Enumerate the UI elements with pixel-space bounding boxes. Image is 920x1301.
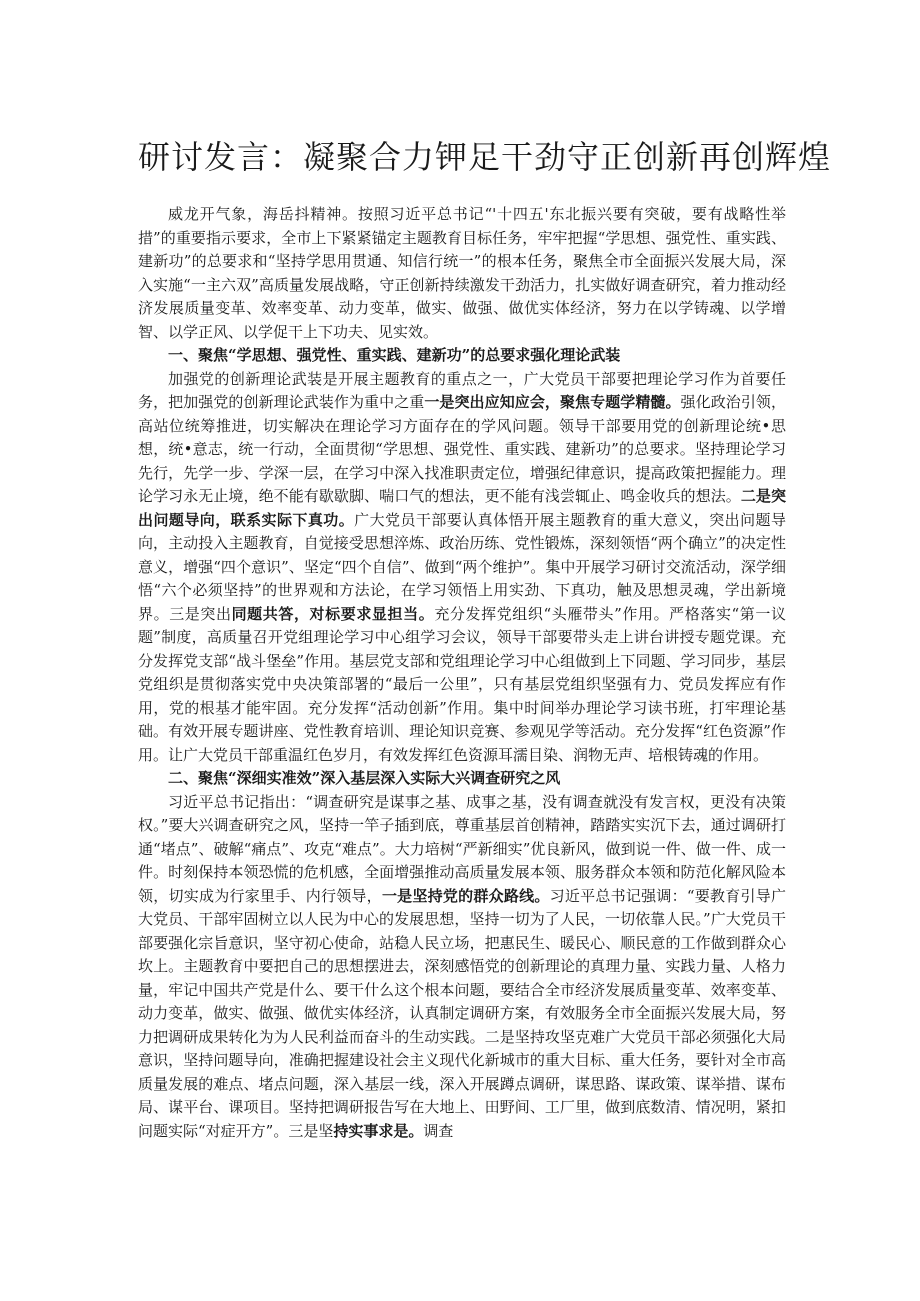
section-1-text-4: 充分发挥党组织“头雁带头”作用。严格落实“第一议题”制度，高质量召开党组理论学习中心组学习会议，领导干部要带头走上讲台讲授专题党课。充分发挥党支部“战斗堡垒”作用。基层党支部和党组理论学习中心组做到上下同题、学习同步，基层党组织是贯彻落实党中央决策部署的“最后一公里”，只有基层党组织坚强有力、党员发挥应有作用，党的根基才能牢固。充分发挥“活动创新”作用。集中时间举办理论学习读书班，打牢理论基础。有效开展专题讲座、党性教育培训、理论知识竞赛、参观见学等活动。充分发挥“红色资源”作用。让广大党员干部重温红色岁月，有效发挥红色资源耳濡目染、润物无声、培根铸魂的作用。 — [138, 604, 786, 764]
section-2-text-3: 调查 — [423, 1121, 454, 1140]
document-title: 研讨发言：凝聚合力钾足干劲守正创新再创辉煌 — [138, 138, 832, 176]
section-2-text-1: 习近平总书记指出：“调查研究是谋事之基、成事之基，没有调查就没有发言权，更没有决策权。”要大兴调查研究之风，坚持一竿子插到底，尊重基层首创精神，踏踏实实沉下去，通过调研打通“堵点”、破解“痛点”、攻克“难点”。大力培树“严新细实”优良新风，做到说一件、做一件、成一件。时刻保持本领恐慌的危机感，全面增强推动高质量发展本领、服务群众本领和防范化解风险本领，切实成为行家里手、内行领导， — [138, 792, 786, 905]
section-1-bold-3: 同题共答，对标要求显担当。 — [231, 604, 435, 623]
section-1-text-3: 广大党员干部要认真体悟开展主题教育的重大意义，突出问题导向，主动投入主题教育，自觉接受思想淬炼、政治历练、党性锻炼，深刻领悟“两个确立”的决定性意义，增强“四个意识”、坚定“四个自信”、做到“两个维护”。集中开展学习研讨交流活动，深学细悟“六个必须坚持”的世界观和方法论，在学习领悟上用实劲、下真功，触及思想灵魂，学出新境界。三是突出 — [138, 510, 786, 623]
section-1-paragraph — [138, 368, 786, 768]
section-2-text-2: 习近平总书记强调：“要教育引导广大党员、干部牢固树立以人民为中心的发展思想，坚持一切为了人民，一切依靠人民。”广大党员干部要强化宗旨意识，坚守初心使命，站稳人民立场，把惠民生、暖民心、顺民意的工作做到群众心坎上。主题教育中要把自己的思想摆进去，深刻感悟党的创新理论的真理力量、实践力量、人格力量，牢记中国共产党是什么、要干什么这个根本问题，要结合全市经济发展质量变革、效率变革、动力变革，做实、做强、做优实体经济，认真制定调研方案，有效服务全市全面振兴发展大局，努力把调研成果转化为为人民利益而奋斗的生动实践。二是坚持攻坚克难广大党员干部必须强化大局意识，坚持问题导向，准确把握建设社会主义现代化新城市的重大目标、重大任务，要针对全市高质量发展的难点、堵点问题，深入基层一线，深入开展蹲点调研，谋思路、谋政策、谋举措、谋布局、谋平台、课项目。坚持把调研报告写在大地上、田野间、工厂里，做到底数清、情况明，紧扣问题实际“对症开方”。三是坚 — [138, 886, 786, 1140]
intro-paragraph: 威龙开气象，海岳抖精神。按照习近平总书记“'十四五'东北振兴要有突破，要有战略性举措”的重要指示要求，全市上下紧紧锚定主题教育目标任务，牢牢把握“学思想、强党性、重实践、建新功”的总要求和“坚持学思用贯通、知信行统一”的根本任务，聚焦全市全面振兴发展大局，深入实施“一主六双”高质量发展战略，守正创新持续激发干劲活力，扎实做好调查研究，着力推动经济发展质量变革、效率变革、动力变革，做实、做强、做优实体经济，努力在以学铸魂、以学增智、以学正风、以学促干上下功夫、见实效。 — [138, 205, 786, 341]
section-2-paragraph — [138, 791, 786, 1144]
section-1-bold-2: 二是突出问题导向，联系实际下真功。 — [138, 487, 786, 529]
section-1-heading: 一、聚焦“学思想、强党性、重实践、建新功”的总要求强化理论武装 — [168, 346, 621, 364]
section-2-heading: 二、聚焦“深细实准效”深入基层深入实际大兴调查研究之风 — [168, 769, 561, 787]
document-body — [138, 203, 786, 1143]
section-1-text-1: 加强党的创新理论武装是开展主题教育的重点之一，广大党员干部要把理论学习作为首要任务，把加强党的创新理论武装作为重中之重 — [138, 369, 786, 411]
section-1-text-2: 强化政治引领，高站位统筹推进，切实解决在理论学习方面存在的学风问题。领导干部要用党的创新理论统•思想，统•意志，统一行动，全面贯彻“学思想、强党性、重实践、建新功”的总要求。坚持理论学习先行，先学一步、学深一层，在学习中深入找准职责定位，增强纪律意识，提高政策把握能力。理论学习永无止境，绝不能有歇歇脚、喘口气的想法，更不能有浅尝辄止、鸣金收兵的想法。 — [138, 393, 786, 505]
section-2-bold-1: 一是坚持党的群众路线。 — [381, 886, 550, 905]
section-2-bold-2: 持实事求是。 — [333, 1121, 424, 1140]
section-1-bold-1: 一是突出应知应会，聚焦专题学精髓。 — [424, 393, 681, 411]
